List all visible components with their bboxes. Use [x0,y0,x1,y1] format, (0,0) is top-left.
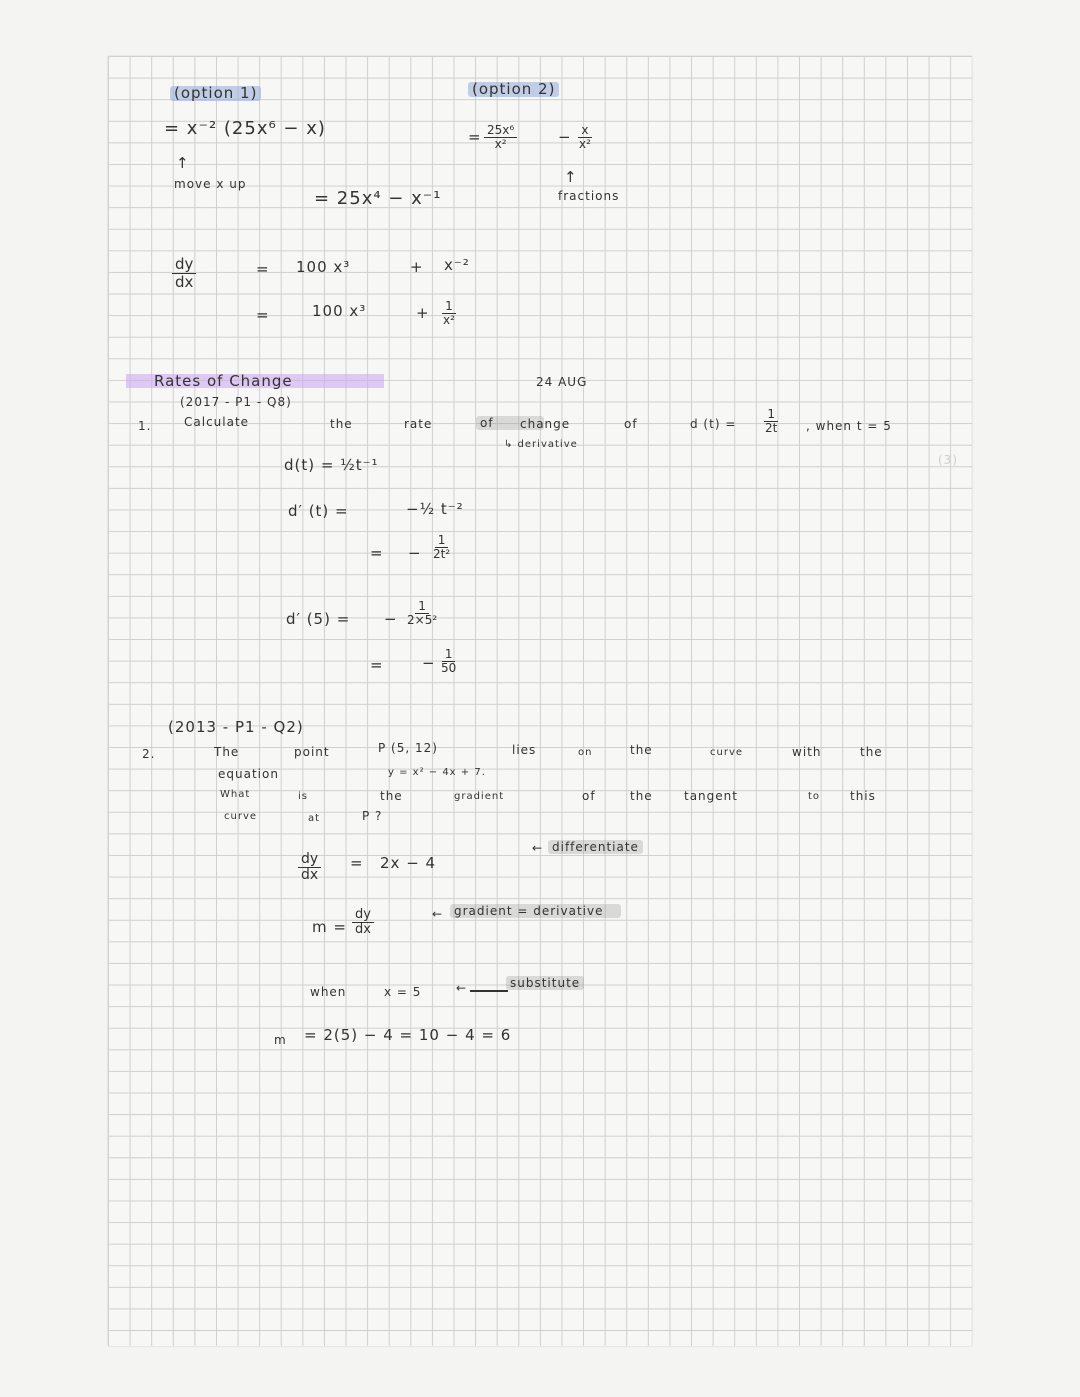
option1-expression: = x⁻² (25x⁶ − x) [164,118,326,139]
q2-word: The [214,745,240,759]
q2-equation: y = x² − 4x + 7. [388,767,486,778]
derivative-plus-1: + [410,258,424,276]
fraction-numerator: 1 [442,300,456,314]
up-arrow-icon: ↑ [564,168,578,186]
substitute-note: substitute [506,976,584,990]
q2-dy-dx [298,852,321,884]
fraction-denominator: 2×5² [407,613,438,628]
derivative-equals-1: = [256,260,270,278]
m-dy-dx [352,908,374,938]
q1-step-2-lhs: d′ (t) = [288,502,349,520]
fraction-denominator: 50 [441,661,457,676]
fraction-denominator: 2t [765,421,778,436]
q1-step-3-minus: − [408,544,422,562]
arrow-shaft [470,990,508,992]
q1-step-5-fraction [438,648,459,675]
q2-word: the [630,743,653,757]
fraction-numerator: 1 [435,534,449,548]
q2-word: to [808,791,821,802]
q2-word: point [294,745,330,759]
q2-reference: (2013 - P1 - Q2) [168,718,304,736]
q1-condition: , when t = 5 [806,419,892,433]
dy-dx-fraction [172,256,196,290]
q2-derivative: 2x − 4 [380,854,437,872]
q1-step-5-eq: = [370,656,384,674]
q2-word: curve [710,747,744,758]
q1-step-3-eq: = [370,544,384,562]
derivative-note: ↳ derivative [504,439,578,450]
q2-point: P (5, 12) [378,741,438,755]
q1-step-4-fraction [404,600,440,627]
q2-word: at [308,813,321,824]
q1-word: change [520,417,571,431]
derivative-term-1: 100 x³ [296,258,351,276]
q1-word: the [330,417,353,431]
fraction-denominator: dx [355,922,371,938]
q1-word: rate [404,417,433,431]
fraction-numerator: dy [352,908,374,923]
option1-simplified: = 25x⁴ − x⁻¹ [314,188,442,209]
q1-word: Calculate [184,415,250,429]
q2-word: equation [218,767,279,781]
q1-step-5-minus: − [422,654,436,672]
fraction-denominator: x² [443,313,455,328]
grid-paper-page [108,56,972,1346]
fraction-denominator: 2t² [433,547,451,562]
q1-marks: (3) [938,453,958,467]
left-arrow-icon: ← [456,981,468,995]
fraction-numerator: dy [172,256,196,274]
option2-equals: = [468,128,482,146]
fraction-numerator: 1 [442,648,456,662]
option2-minus: − [558,128,572,146]
option2-label: (option 2) [468,82,559,97]
q2-word: of [582,789,596,803]
derivative-plus-2: + [416,304,430,322]
q1-step-3-fraction [430,534,453,561]
q1-step-2-rhs: −½ t⁻² [406,500,464,518]
when-label: when [310,985,347,999]
derivative-equals-2: = [256,306,270,324]
q2-word: the [860,745,883,759]
fraction-numerator: 1 [764,408,778,422]
fraction-denominator: x² [579,137,591,152]
fraction-numerator: x [578,124,591,138]
q2-word: curve [224,811,258,822]
option2-fraction-2 [576,124,594,151]
q2-derivative-eq: = [350,854,364,872]
fraction-numerator: dy [298,852,321,868]
q2-word: the [380,789,403,803]
q1-function-fraction [762,408,780,435]
q2-word: the [630,789,653,803]
up-arrow-icon: ↑ [176,154,190,172]
left-arrow-icon: ← [532,841,544,855]
option1-note: move x up [174,177,247,191]
derivative-fraction [440,300,458,327]
q1-function: d (t) = [690,417,737,431]
fraction-denominator: dx [175,272,194,291]
fraction-denominator: x² [494,137,507,152]
x-value: x = 5 [384,985,422,999]
q1-step-1: d(t) = ½t⁻¹ [284,456,379,474]
q2-word: lies [512,743,537,757]
fraction-numerator: 1 [415,600,429,614]
q1-word: of [624,417,638,431]
rates-date: 24 AUG [536,375,588,389]
q2-word: What [220,789,251,800]
final-m: m [274,1033,287,1047]
q2-word: on [578,747,593,758]
option1-label: (option 1) [170,86,261,101]
q2-point-label: P ? [362,809,383,823]
final-answer: = 2(5) − 4 = 10 − 4 = 6 [304,1026,512,1044]
left-arrow-icon: ← [432,907,444,921]
question-1-number: 1. [138,419,152,433]
q1-step-4-minus: − [384,610,398,628]
q2-word: this [850,789,876,803]
question-2-number: 2. [142,747,156,761]
m-equals: m = [312,918,347,936]
derivative-term-1b: 100 x³ [312,302,367,320]
q1-step-4-lhs: d′ (5) = [286,610,351,628]
q2-word: gradient [454,791,505,802]
rates-heading: Rates of Change [126,374,384,388]
q2-word: with [792,745,822,759]
option2-note: fractions [558,189,620,203]
fraction-numerator: 25x⁶ [484,124,517,138]
q2-word: is [298,791,308,802]
rates-reference: (2017 - P1 - Q8) [180,395,292,409]
gradient-derivative-note: gradient = derivative [450,904,621,918]
derivative-term-2: x⁻² [444,256,470,274]
q2-word: tangent [684,789,738,803]
option2-fraction-1 [484,124,517,151]
q1-word-highlight: of [476,416,544,430]
fraction-denominator: dx [301,867,319,884]
differentiate-note: differentiate [548,840,643,854]
